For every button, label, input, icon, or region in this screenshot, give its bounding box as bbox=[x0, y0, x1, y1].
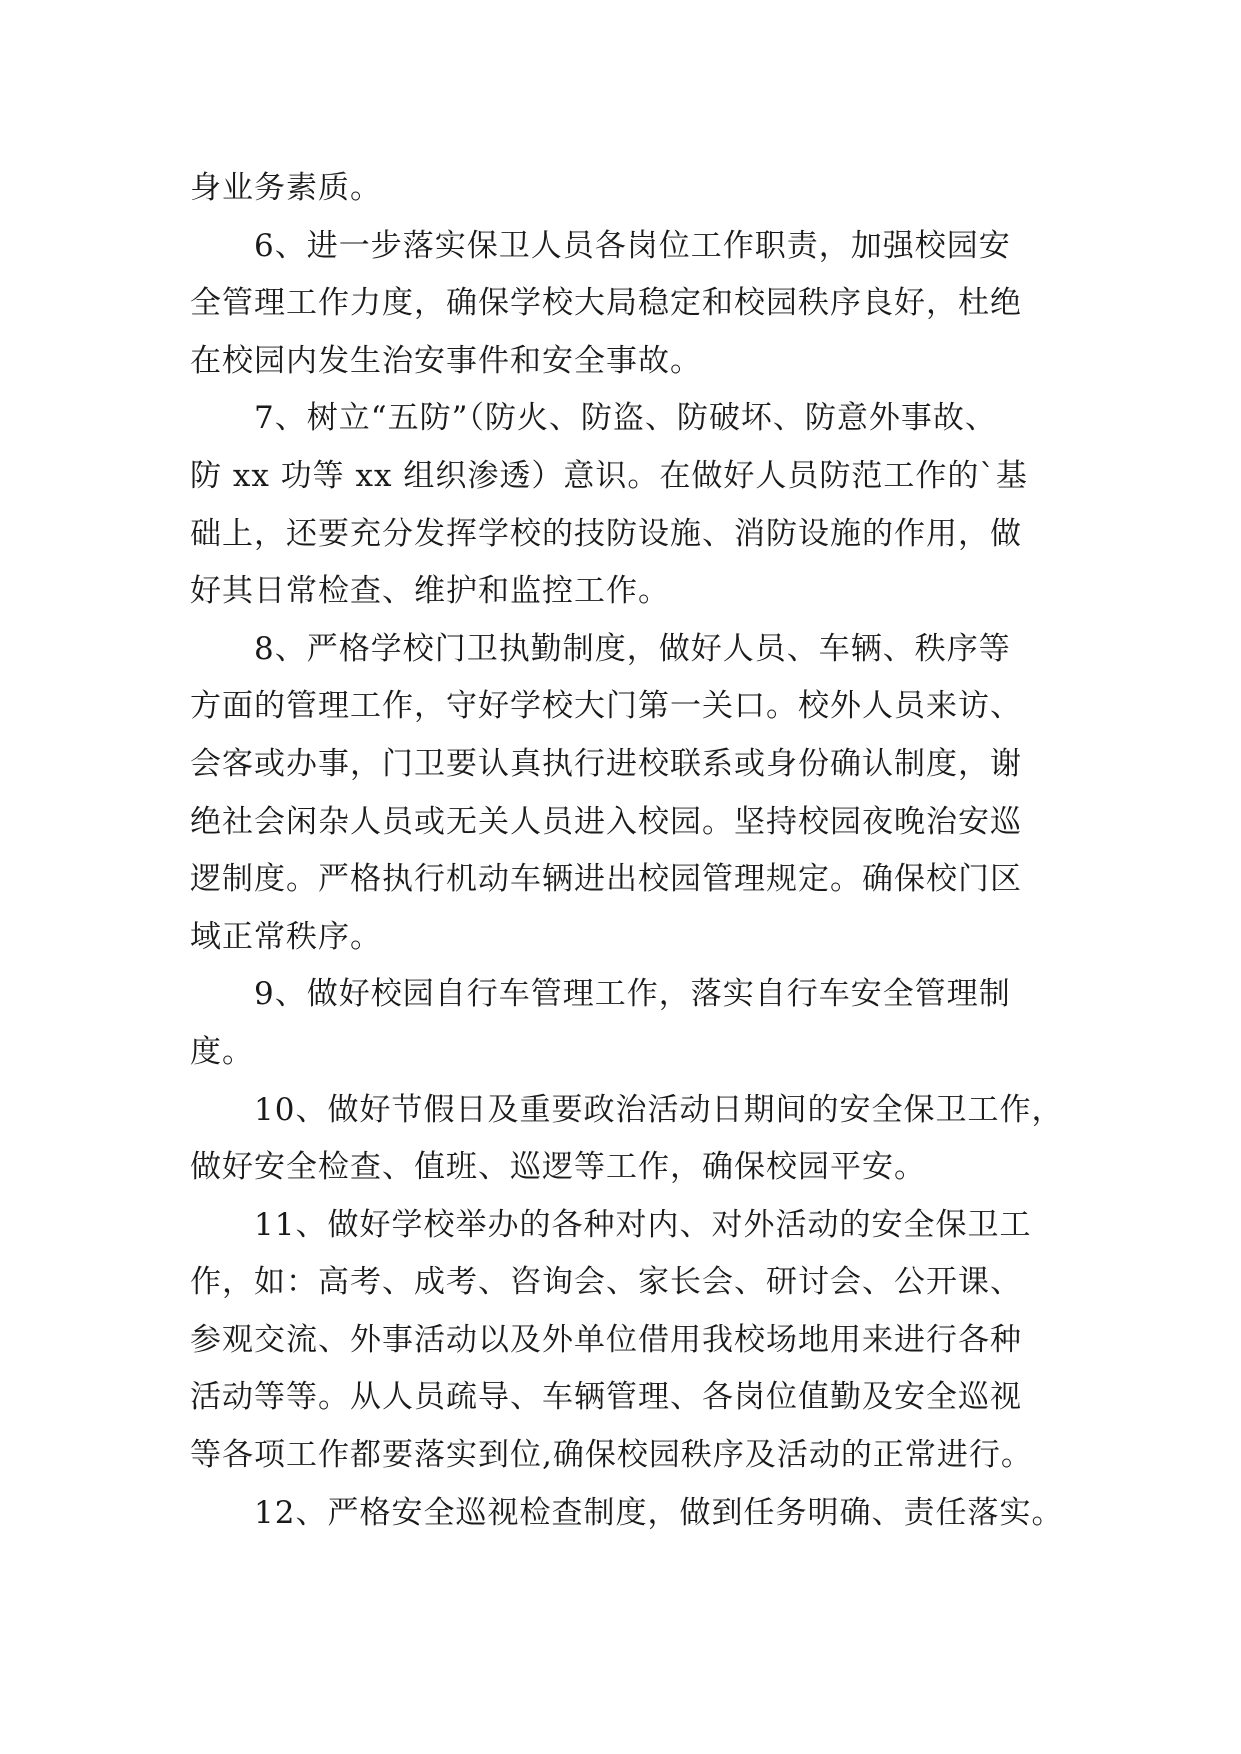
document-body bbox=[190, 160, 1064, 1542]
text-line: 作，如：高考、成考、咨询会、家长会、研讨会、公开课、 bbox=[190, 1264, 1022, 1301]
text-line: 方面的管理工作，守好学校大门第一关口。校外人员来访、 bbox=[190, 688, 1022, 725]
text-line: 度。 bbox=[190, 1033, 254, 1070]
text-line: 域正常秩序。 bbox=[190, 918, 382, 955]
text-line: 在校园内发生治安事件和安全事故。 bbox=[190, 342, 702, 379]
text-line: 防 xx 功等 xx 组织渗透）意识。在做好人员防范工作的`基 bbox=[190, 457, 1028, 494]
text-line: 绝社会闲杂人员或无关人员进入校园。坚持校园夜晚治安巡 bbox=[190, 803, 1022, 840]
text-line: 11、做好学校举办的各种对内、对外活动的安全保卫工 bbox=[254, 1206, 1032, 1243]
text-line: 活动等等。从人员疏导、车辆管理、各岗位值勤及安全巡视 bbox=[190, 1379, 1022, 1416]
paragraph-8 bbox=[190, 621, 1050, 967]
paragraph-6 bbox=[190, 218, 1050, 391]
text-line: 身业务素质。 bbox=[190, 170, 382, 206]
text-line: 会客或办事，门卫要认真执行进校联系或身份确认制度，谢 bbox=[190, 745, 1022, 782]
text-line: 逻制度。严格执行机动车辆进出校园管理规定。确保校门区 bbox=[190, 861, 1022, 898]
text-line: 做好安全检查、值班、巡逻等工作，确保校园平安。 bbox=[190, 1149, 926, 1186]
paragraph-12 bbox=[190, 1485, 1064, 1543]
text-line: 6、进一步落实保卫人员各岗位工作职责，加强校园安 bbox=[254, 227, 1011, 264]
text-line: 好其日常检查、维护和监控工作。 bbox=[190, 573, 670, 610]
paragraph-11 bbox=[190, 1197, 1050, 1485]
text-line: 全管理工作力度，确保学校大局稳定和校园秩序良好，杜绝 bbox=[190, 285, 1022, 322]
text-line: 10、做好节假日及重要政治活动日期间的安全保卫工作， bbox=[254, 1091, 1064, 1128]
text-line: 7、树立“五防”（防火、防盗、防破坏、防意外事故、 bbox=[254, 400, 997, 437]
text-line: 础上，还要充分发挥学校的技防设施、消防设施的作用，做 bbox=[190, 515, 1022, 552]
paragraph-9 bbox=[190, 966, 1050, 1081]
paragraph-5-end bbox=[190, 160, 1050, 218]
text-line: 等各项工作都要落实到位,确保校园秩序及活动的正常进行。 bbox=[190, 1437, 1033, 1474]
paragraph-10 bbox=[190, 1082, 1064, 1197]
text-line: 参观交流、外事活动以及外单位借用我校场地用来进行各种 bbox=[190, 1321, 1022, 1358]
text-line: 8、严格学校门卫执勤制度，做好人员、车辆、秩序等 bbox=[254, 630, 1011, 667]
text-line: 9、做好校园自行车管理工作，落实自行车安全管理制 bbox=[254, 976, 1011, 1013]
text-line: 12、严格安全巡视检查制度，做到任务明确、责任落实。 bbox=[254, 1494, 1064, 1531]
paragraph-7 bbox=[190, 390, 1050, 620]
